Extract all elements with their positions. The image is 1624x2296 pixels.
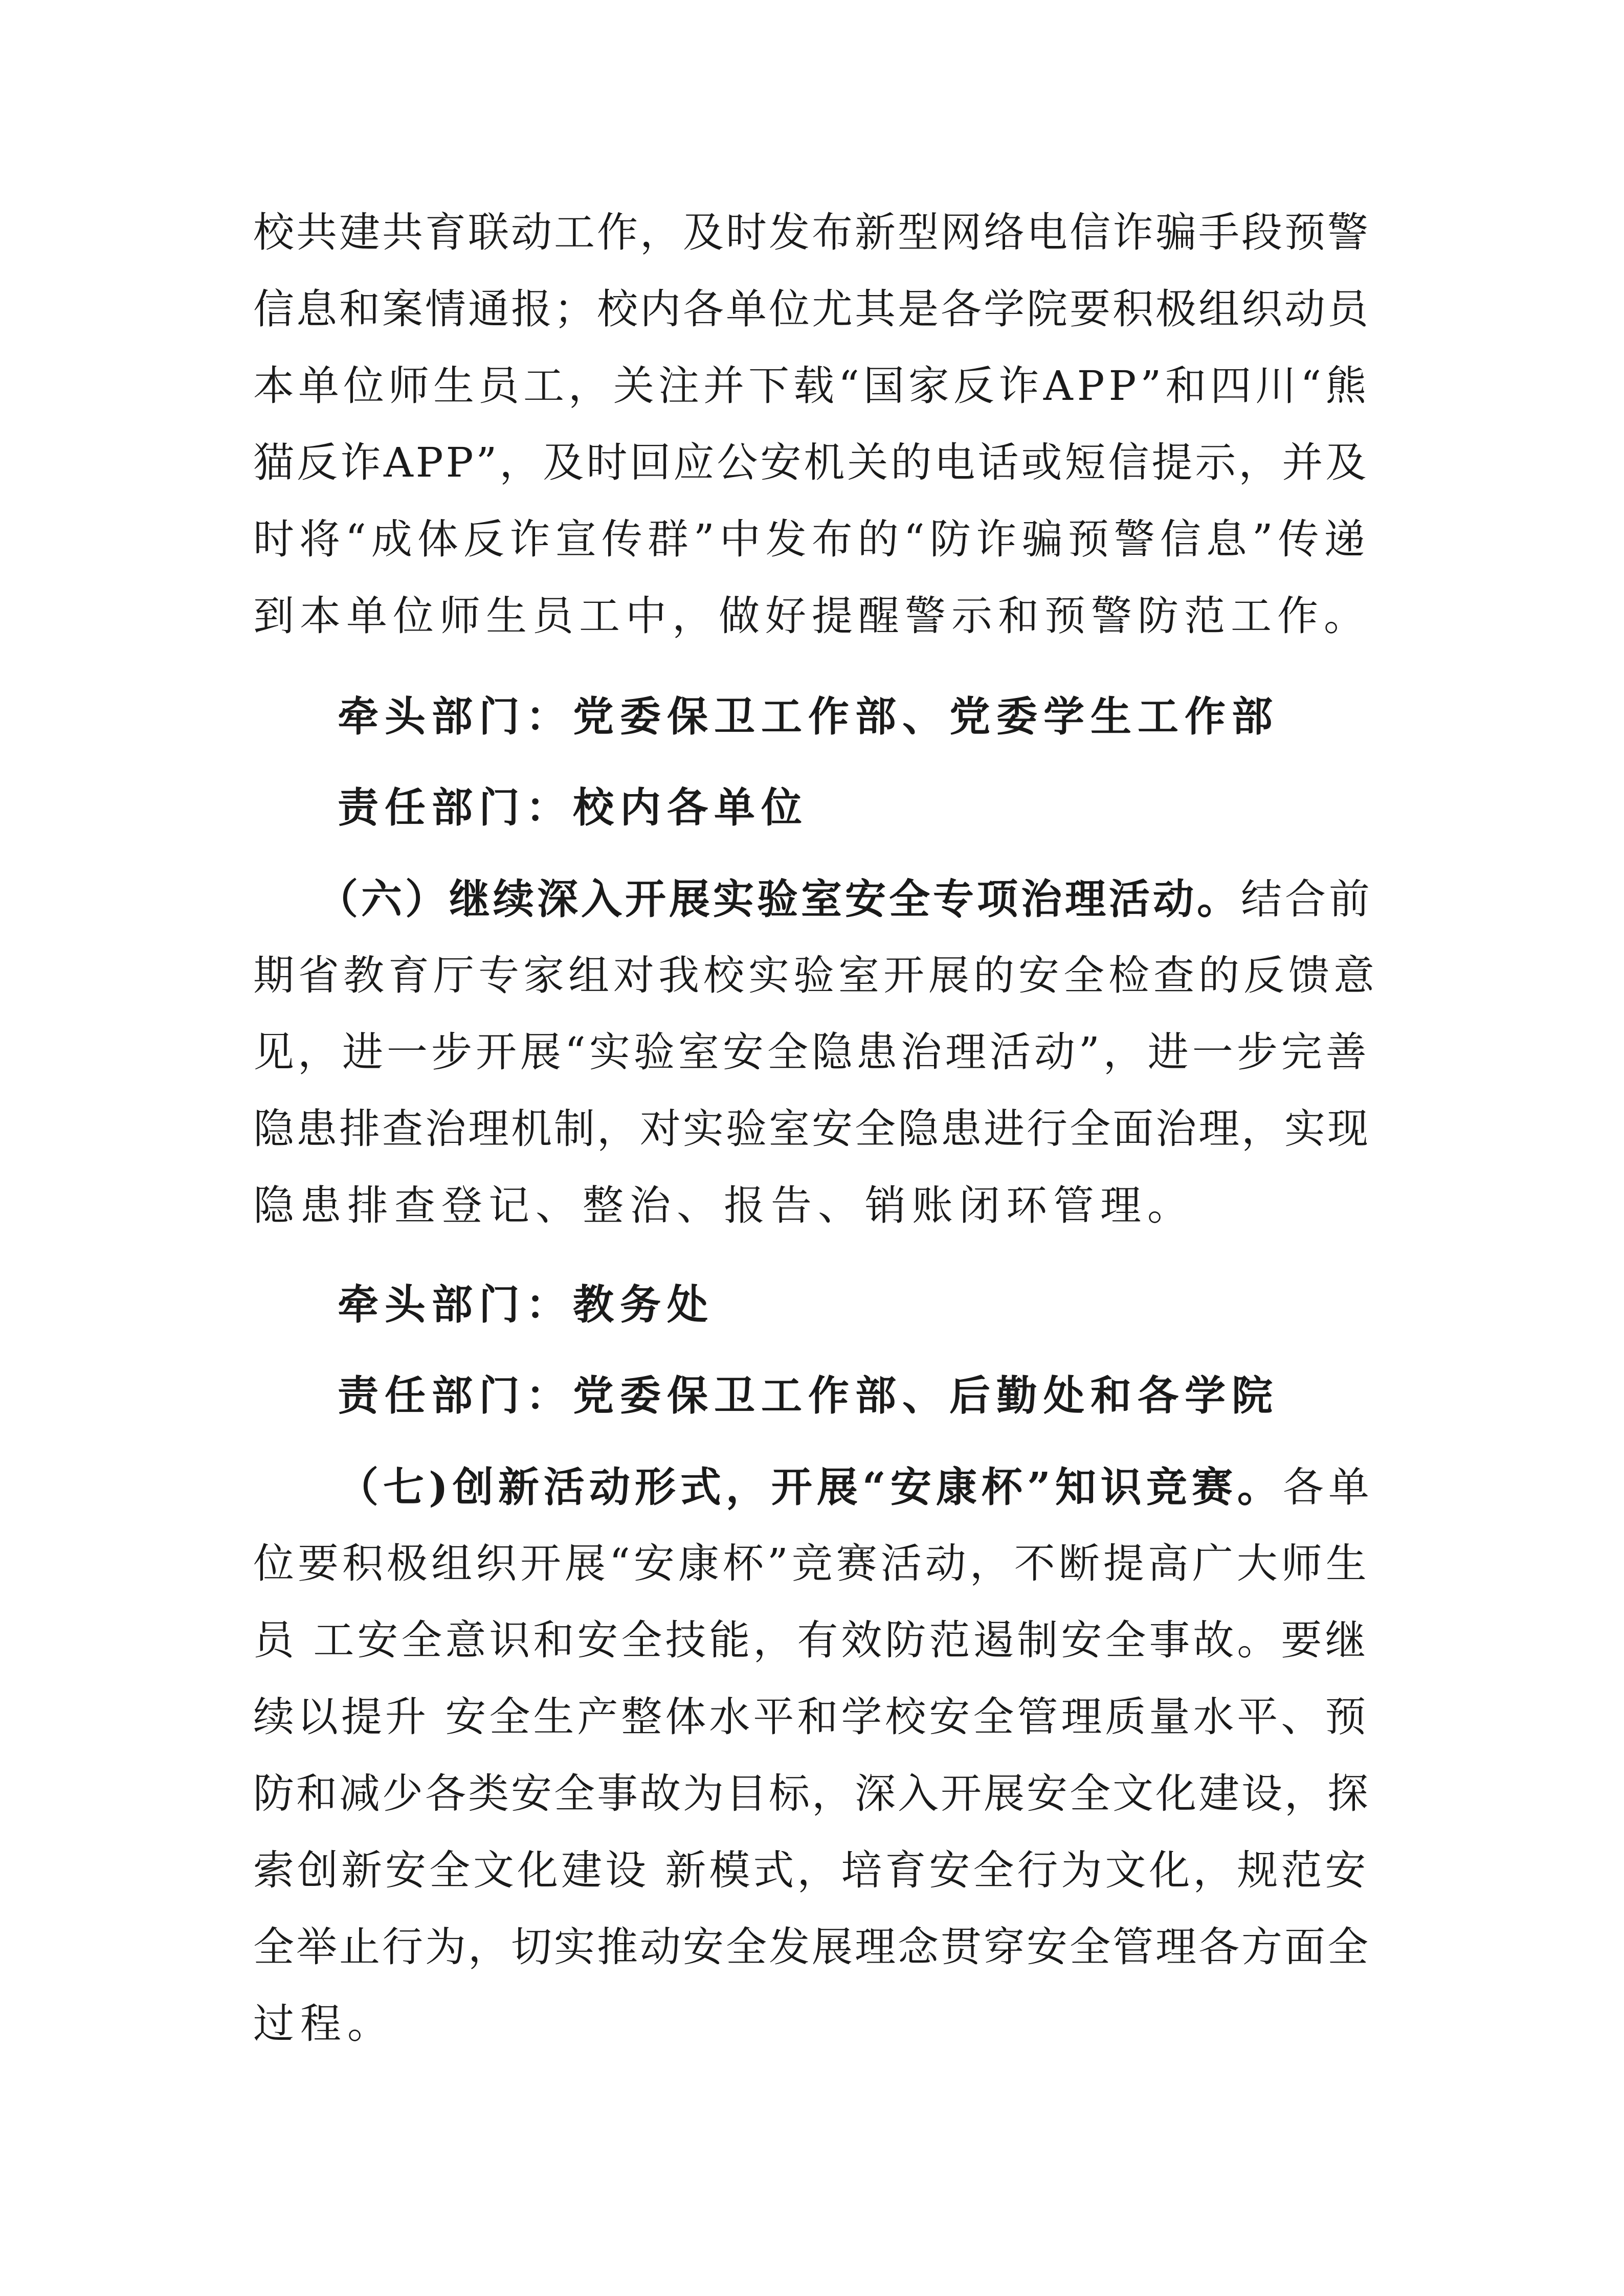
paragraph-line: 信息和案情通报；校内各单位尤其是各学院要积极组织动员: [253, 285, 1370, 333]
lead-department: 牵头部门：教务处: [338, 1281, 714, 1329]
paragraph-line: 时将“成体反诈宣传群”中发布的“防诈骗预警信息”传递: [253, 515, 1370, 563]
paragraph-line: 索创新安全文化建设 新模式，培育安全行为文化，规范安: [253, 1847, 1369, 1894]
section-7-first-line: [338, 1463, 1374, 1511]
paragraph-line: 到本单位师生员工中，做好提醒警示和预警防范工作。: [253, 592, 1370, 640]
section-6-heading: （六）继续深入开展实验室安全专项治理活动。: [317, 875, 1241, 923]
paragraph-line: 见，进一步开展“实验室安全隐患治理活动”，进一步完善: [253, 1028, 1370, 1076]
responsible-department: 责任部门：校内各单位: [338, 784, 808, 831]
paragraph-line: 校共建共育联动工作，及时发布新型网络电信诈骗手段预警: [253, 209, 1370, 256]
section-6-first-line: [317, 875, 1373, 923]
paragraph-line: 本单位师生员工，关注并下载“国家反诈APP”和四川“熊: [253, 362, 1371, 410]
paragraph-line: 过程。: [253, 2000, 394, 2047]
paragraph-line: 猫反诈APP”，及时回应公安机关的电话或短信提示，并及: [253, 439, 1369, 486]
paragraph-line: 全举止行为，切实推动安全发展理念贯穿安全管理各方面全: [253, 1923, 1370, 1971]
paragraph-line: 隐患排查登记、整治、报告、销账闭环管理。: [253, 1182, 1194, 1229]
paragraph-line: 续以提升 安全生产整体水平和学校安全管理质量水平、预: [253, 1693, 1369, 1741]
paragraph-line: 隐患排查治理机制，对实验室安全隐患进行全面治理，实现: [253, 1105, 1370, 1153]
section-7-heading: （七)创新活动形式，开展“安康杯”知识竞赛。: [338, 1463, 1283, 1511]
paragraph-line: 位要积极组织开展“安康杯”竞赛活动，不断提高广大师生: [253, 1540, 1370, 1587]
responsible-department: 责任部门：党委保卫工作部、后勤处和各学院: [338, 1372, 1279, 1420]
paragraph-line: 员 工安全意识和安全技能，有效防范遏制安全事故。要继: [253, 1616, 1369, 1664]
lead-department: 牵头部门：党委保卫工作部、党委学生工作部: [338, 693, 1279, 740]
section-7-lead-text: 各单: [1282, 1464, 1374, 1511]
section-6-lead-text: 结合前: [1241, 875, 1373, 923]
paragraph-line: 期省教育厅专家组对我校实验室开展的安全检查的反馈意: [253, 952, 1378, 999]
paragraph-line: 防和减少各类安全事故为目标，深入开展安全文化建设，探: [253, 1770, 1370, 1817]
